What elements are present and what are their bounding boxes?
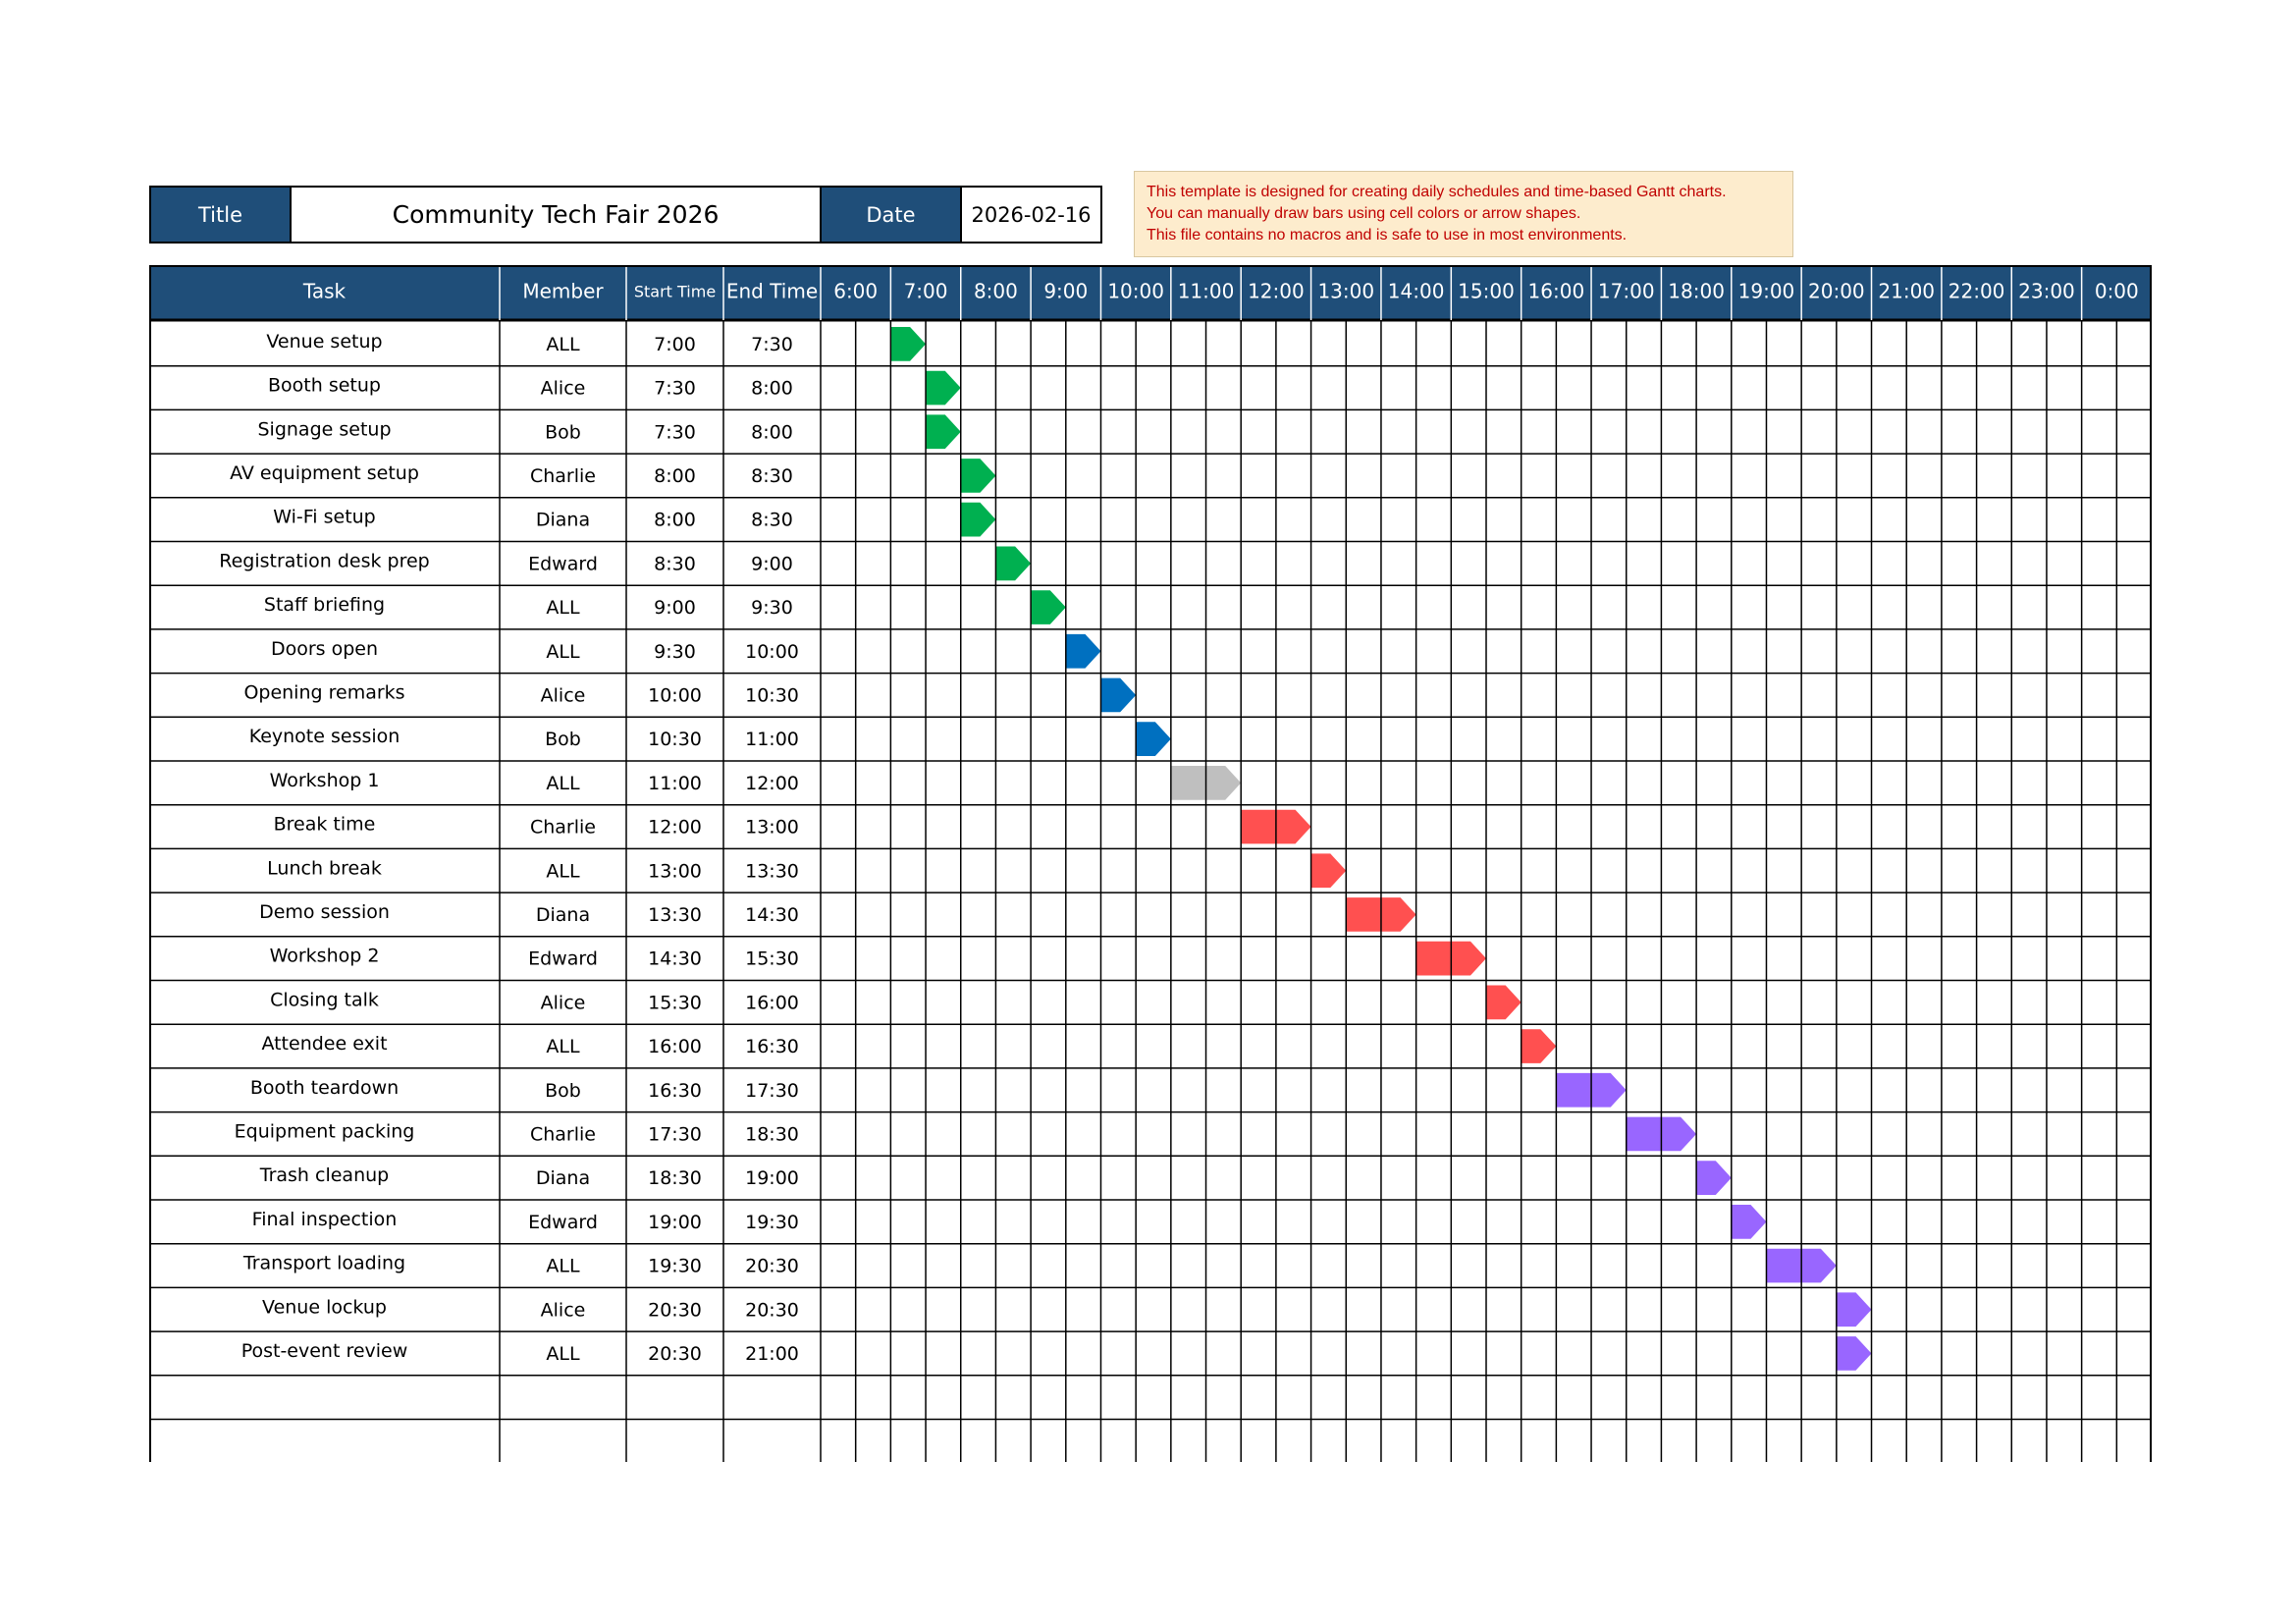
task-name[interactable]: AV equipment setup (230, 461, 419, 484)
hour-header-0-00: 0:00 (2094, 279, 2139, 303)
table-border (150, 266, 2151, 1462)
hour-header-7-00: 7:00 (903, 279, 948, 303)
task-member[interactable]: Diana (535, 1167, 591, 1190)
task-end-time[interactable]: 16:00 (745, 992, 799, 1014)
hour-header-15-00: 15:00 (1458, 279, 1515, 303)
hour-header-9-00: 9:00 (1043, 279, 1089, 303)
table-row (149, 1161, 2152, 1200)
task-start-time[interactable]: 7:00 (654, 333, 696, 355)
task-start-time[interactable]: 20:30 (648, 1342, 702, 1365)
task-member[interactable]: ALL (546, 772, 580, 794)
task-member[interactable]: ALL (546, 860, 580, 883)
task-name[interactable]: Demo session (259, 900, 390, 923)
task-end-time[interactable]: 19:00 (745, 1167, 799, 1190)
task-member[interactable]: ALL (546, 1036, 580, 1058)
table-row (149, 503, 2152, 542)
table-row (149, 1249, 2152, 1288)
start-time-column-header: Start Time (633, 282, 717, 301)
task-end-time[interactable]: 20:30 (745, 1255, 799, 1277)
table-row (149, 986, 2152, 1025)
table-row (149, 327, 2152, 366)
hour-header-14-00: 14:00 (1387, 279, 1445, 303)
gantt-bar[interactable] (1837, 1336, 1872, 1371)
gantt-chart (149, 265, 2152, 1462)
task-end-time[interactable]: 11:00 (745, 729, 799, 751)
title-label: Title (151, 188, 292, 242)
task-column-header: Task (302, 279, 347, 303)
gantt-bar[interactable] (1837, 1292, 1872, 1326)
task-start-time[interactable]: 19:30 (648, 1255, 702, 1277)
task-start-time[interactable]: 20:30 (648, 1299, 702, 1322)
hour-header-17-00: 17:00 (1597, 279, 1655, 303)
task-name[interactable]: Final inspection (251, 1208, 398, 1230)
gantt-bar[interactable] (1522, 1029, 1557, 1063)
task-member[interactable]: Edward (528, 947, 598, 970)
hour-header-11-00: 11:00 (1177, 279, 1235, 303)
task-start-time[interactable]: 16:30 (648, 1079, 702, 1102)
gantt-bar[interactable] (961, 503, 996, 537)
member-column-header: Member (522, 279, 604, 303)
task-start-time[interactable]: 9:00 (654, 597, 696, 620)
task-member[interactable]: Charlie (529, 816, 597, 839)
task-end-time[interactable]: 10:30 (745, 684, 799, 707)
task-name[interactable]: Closing talk (270, 989, 379, 1011)
table-row (149, 1336, 2152, 1376)
task-end-time[interactable]: 8:00 (751, 377, 793, 400)
end-time-column-header: End Time (725, 279, 819, 303)
task-end-time[interactable]: 8:00 (751, 421, 793, 444)
gantt-bar[interactable] (926, 371, 961, 406)
task-end-time[interactable]: 13:00 (745, 816, 799, 839)
gantt-bar[interactable] (1136, 722, 1171, 756)
task-name[interactable]: Signage setup (257, 418, 392, 441)
task-end-time[interactable]: 16:30 (745, 1036, 799, 1058)
table-row (149, 414, 2152, 454)
task-end-time[interactable]: 18:30 (745, 1123, 799, 1146)
date-label: Date (822, 188, 962, 242)
task-end-time[interactable]: 9:30 (751, 597, 793, 620)
task-name[interactable]: Post-event review (240, 1339, 408, 1362)
gantt-bar[interactable] (1100, 678, 1136, 713)
hour-header-21-00: 21:00 (1878, 279, 1936, 303)
table-row (149, 1292, 2152, 1331)
task-member[interactable]: Charlie (529, 1123, 597, 1146)
task-end-time[interactable]: 12:00 (745, 772, 799, 794)
task-name[interactable]: Registration desk prep (219, 550, 430, 572)
header-info-row (149, 186, 1102, 244)
task-name[interactable]: Doors open (270, 637, 379, 660)
gantt-bar[interactable] (890, 327, 926, 361)
gantt-bar[interactable] (926, 414, 961, 449)
task-start-time[interactable]: 17:30 (648, 1123, 702, 1146)
hour-header-16-00: 16:00 (1527, 279, 1585, 303)
title-value[interactable]: Community Tech Fair 2026 (292, 188, 822, 242)
task-member[interactable]: Bob (545, 729, 581, 751)
task-start-time[interactable]: 19:00 (648, 1211, 702, 1233)
table-row (149, 371, 2152, 410)
table-row (149, 459, 2152, 498)
task-name[interactable]: Staff briefing (263, 594, 386, 617)
task-name[interactable]: Trash cleanup (259, 1164, 390, 1187)
task-name[interactable]: Workshop 1 (269, 769, 380, 791)
task-end-time[interactable]: 14:30 (745, 903, 799, 926)
task-member[interactable]: Charlie (529, 464, 597, 487)
gantt-bar[interactable] (1696, 1161, 1732, 1195)
task-end-time[interactable]: 7:30 (751, 333, 793, 355)
task-start-time[interactable]: 18:30 (648, 1167, 702, 1190)
task-member[interactable]: Alice (540, 377, 586, 400)
task-member[interactable]: Bob (545, 1079, 581, 1102)
note-line: This file contains no macros and is safe to use in most environments. (1147, 227, 1628, 244)
hour-header-20-00: 20:00 (1808, 279, 1865, 303)
table-row (149, 766, 2152, 805)
table-row (149, 634, 2152, 674)
task-member[interactable]: ALL (546, 1342, 580, 1365)
task-name[interactable]: Booth setup (268, 374, 381, 397)
task-name[interactable]: Equipment packing (234, 1120, 415, 1143)
task-end-time[interactable]: 21:00 (745, 1342, 799, 1365)
task-name[interactable]: Attendee exit (261, 1033, 388, 1056)
table-row (149, 1117, 2152, 1157)
task-start-time[interactable]: 8:30 (654, 553, 696, 575)
task-end-time[interactable]: 15:30 (745, 947, 799, 970)
note-line: You can manually draw bars using cell colors or arrow shapes. (1147, 205, 1581, 222)
task-start-time[interactable]: 12:00 (648, 816, 702, 839)
task-member[interactable]: Alice (540, 992, 586, 1014)
table-row (149, 590, 2152, 629)
task-start-time[interactable]: 7:30 (654, 421, 696, 444)
hour-header-13-00: 13:00 (1317, 279, 1375, 303)
hour-header-12-00: 12:00 (1248, 279, 1305, 303)
hour-header-23-00: 23:00 (2018, 279, 2075, 303)
gantt-bar[interactable] (1486, 986, 1522, 1020)
table-row (149, 1073, 2152, 1112)
task-name[interactable]: Break time (273, 813, 376, 836)
task-member[interactable]: ALL (546, 1255, 580, 1277)
hour-header-6-00: 6:00 (833, 279, 879, 303)
table-row (149, 810, 2152, 849)
task-member[interactable]: Bob (545, 421, 581, 444)
task-end-time[interactable]: 8:30 (751, 464, 793, 487)
gantt-bar[interactable] (961, 459, 996, 493)
table-row (149, 678, 2152, 718)
task-end-time[interactable]: 10:00 (745, 640, 799, 663)
hour-header-18-00: 18:00 (1668, 279, 1725, 303)
gantt-bar[interactable] (1066, 634, 1101, 669)
task-member[interactable]: Alice (540, 684, 586, 707)
task-name[interactable]: Wi-Fi setup (273, 506, 376, 528)
task-start-time[interactable]: 7:30 (654, 377, 696, 400)
task-name[interactable]: Booth teardown (249, 1076, 400, 1099)
task-start-time[interactable]: 11:00 (648, 772, 702, 794)
task-end-time[interactable]: 20:30 (745, 1299, 799, 1322)
task-start-time[interactable]: 13:30 (648, 903, 702, 926)
task-member[interactable]: Alice (540, 1299, 586, 1322)
gantt-bar[interactable] (1732, 1205, 1767, 1239)
task-end-time[interactable]: 17:30 (745, 1079, 799, 1102)
gantt-bar[interactable] (1311, 853, 1347, 888)
task-start-time[interactable]: 14:30 (648, 947, 702, 970)
gantt-bar[interactable] (1031, 590, 1066, 624)
task-end-time[interactable]: 19:30 (745, 1211, 799, 1233)
task-member[interactable]: Edward (528, 553, 598, 575)
task-member[interactable]: Edward (528, 1211, 598, 1233)
table-row (149, 1205, 2152, 1244)
gantt-bar[interactable] (995, 547, 1031, 581)
task-start-time[interactable]: 9:30 (654, 640, 696, 663)
task-start-time[interactable]: 8:00 (654, 509, 696, 531)
template-note (1134, 171, 1793, 257)
task-end-time[interactable]: 9:00 (751, 553, 793, 575)
task-end-time[interactable]: 13:30 (745, 860, 799, 883)
task-member[interactable]: Diana (535, 509, 591, 531)
hour-header-10-00: 10:00 (1107, 279, 1164, 303)
table-row (149, 547, 2152, 586)
task-member[interactable]: ALL (546, 333, 580, 355)
task-name[interactable]: Transport loading (242, 1252, 406, 1274)
task-name[interactable]: Workshop 2 (269, 945, 380, 967)
hour-header-8-00: 8:00 (973, 279, 1018, 303)
table-row (149, 722, 2152, 761)
task-member[interactable]: ALL (546, 597, 580, 620)
task-name[interactable]: Opening remarks (243, 681, 405, 704)
task-start-time[interactable]: 10:30 (648, 729, 702, 751)
date-value[interactable]: 2026-02-16 (962, 188, 1100, 242)
hour-header-22-00: 22:00 (1948, 279, 2005, 303)
task-name[interactable]: Venue lockup (262, 1296, 387, 1319)
task-member[interactable]: ALL (546, 640, 580, 663)
task-member[interactable]: Diana (535, 903, 591, 926)
task-start-time[interactable]: 13:00 (648, 860, 702, 883)
task-name[interactable]: Venue setup (266, 330, 383, 352)
task-name[interactable]: Keynote session (248, 726, 400, 748)
task-start-time[interactable]: 16:00 (648, 1036, 702, 1058)
task-start-time[interactable]: 8:00 (654, 464, 696, 487)
task-start-time[interactable]: 10:00 (648, 684, 702, 707)
table-row (149, 897, 2152, 937)
table-row (149, 853, 2152, 893)
task-end-time[interactable]: 8:30 (751, 509, 793, 531)
task-name[interactable]: Lunch break (267, 857, 382, 880)
table-row (149, 1029, 2152, 1068)
task-start-time[interactable]: 15:30 (648, 992, 702, 1014)
hour-header-19-00: 19:00 (1737, 279, 1795, 303)
note-line: This template is designed for creating daily schedules and time-based Gantt charts. (1147, 184, 1727, 200)
table-row (149, 942, 2152, 981)
gantt-grid (149, 265, 2152, 1462)
